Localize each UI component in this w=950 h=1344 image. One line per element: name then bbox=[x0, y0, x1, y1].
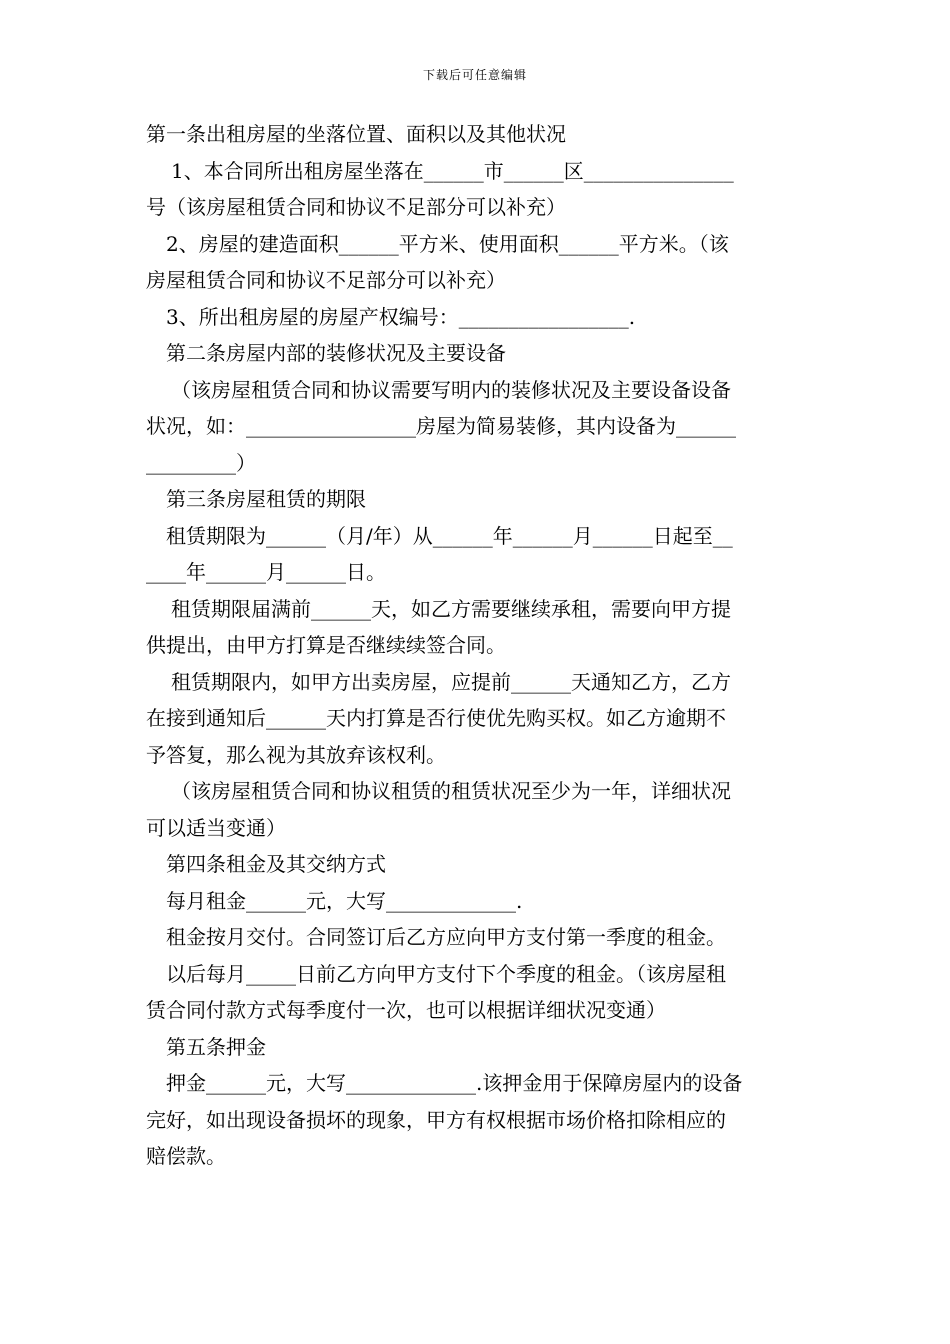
lease-term-end-date: ____年______月______日。 bbox=[146, 560, 386, 584]
page-header-note: 下载后可任意编辑 bbox=[422, 68, 527, 82]
lease-renewal-continuation: 供提出，由甲方打算是否继续续签合同。 bbox=[146, 633, 506, 657]
deposit-end: 赔偿款。 bbox=[146, 1144, 226, 1168]
section-2-note: （该房屋租赁合同和协议需要写明内的装修状况及主要设备设备 bbox=[171, 377, 731, 402]
sale-notice-end: 予答复，那么视为其放弃该权利。 bbox=[146, 742, 446, 767]
clause-1-2-continuation: 房屋租赁合同和协议不足部分可以补充） bbox=[146, 268, 506, 292]
rent-payment-clause: 租金按月交付。合同签订后乙方应向甲方支付第一季度的租金。 bbox=[166, 925, 726, 949]
sale-notice-clause: 租赁期限内，如甲方出卖房屋，应提前______天通知乙方，乙方 bbox=[171, 669, 731, 694]
section-4-title: 第四条租金及其交纳方式 bbox=[166, 852, 386, 876]
section-3-note: （该房屋租赁合同和协议租赁的租赁状况至少为一年，详细状况 bbox=[171, 779, 731, 803]
section-5-title: 第五条押金 bbox=[166, 1034, 266, 1059]
monthly-rent-line: 每月租金______元，大写_____________. bbox=[166, 888, 523, 913]
deposit-clause: 押金______元，大写_____________.该押金用于保障房屋内的设备 bbox=[166, 1071, 743, 1095]
section-3-note-end: 可以适当变通） bbox=[146, 815, 286, 840]
clause-1-2-area: 2、房屋的建造面积______平方米、使用面积______平方米。（该 bbox=[166, 231, 729, 256]
contract-body bbox=[146, 116, 808, 1175]
clause-1-3-property-number: 3、所出租房屋的房屋产权编号：_________________. bbox=[166, 304, 636, 329]
section-1-title: 第一条出租房屋的坐落位置、面积以及其他状况 bbox=[146, 122, 566, 146]
lease-renewal-clause: 租赁期限届满前______天，如乙方需要继续承租，需要向甲方提 bbox=[171, 596, 731, 621]
lease-term-line: 租赁期限为______（月/年）从______年______月______日起至__ bbox=[166, 523, 733, 548]
section-3-title: 第三条房屋租赁的期限 bbox=[166, 487, 366, 511]
deposit-continuation: 完好，如出现设备损坏的现象，甲方有权根据市场价格扣除相应的 bbox=[146, 1107, 726, 1132]
clause-1-1-continuation: 号（该房屋租赁合同和协议不足部分可以补充） bbox=[146, 195, 566, 219]
section-2-example-end: _________） bbox=[146, 450, 256, 475]
section-2-title: 第二条房屋内部的装修状况及主要设备 bbox=[166, 341, 506, 365]
clause-1-1-location: 1、本合同所出租房屋坐落在______市______区_______________ bbox=[171, 158, 734, 183]
quarterly-payment-continuation: 赁合同付款方式每季度付一次，也可以根据详细状况变通） bbox=[146, 998, 666, 1022]
section-2-example: 状况，如：_________________房屋为简易装修，其内设备为______ bbox=[146, 414, 736, 438]
quarterly-payment-clause: 以后每月_____日前乙方向甲方支付下个季度的租金。（该房屋租 bbox=[166, 961, 726, 986]
sale-notice-continuation: 在接到通知后______天内打算是否行使优先购买权。如乙方逾期不 bbox=[146, 706, 726, 730]
